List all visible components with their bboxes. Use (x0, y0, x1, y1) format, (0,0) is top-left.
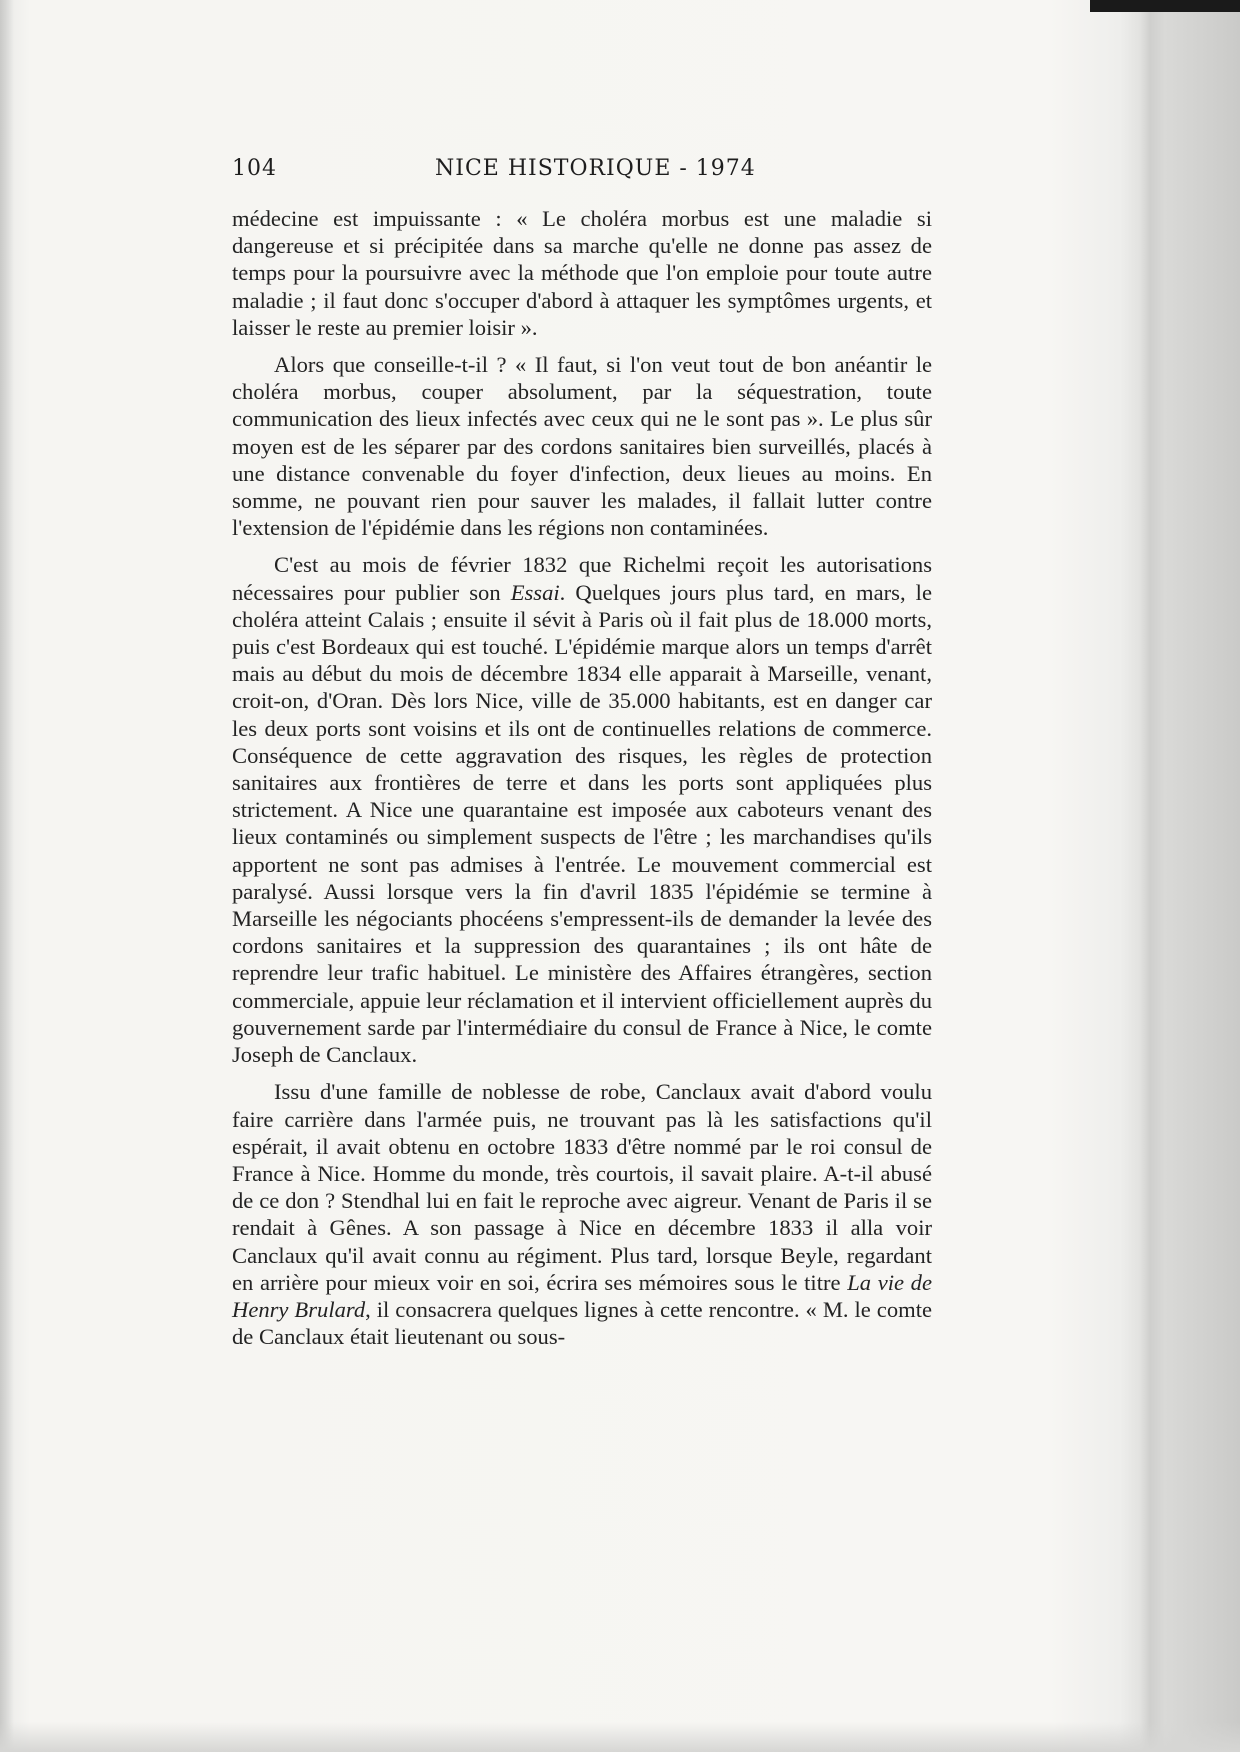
paragraph-1: médecine est impuissante : « Le choléra morbus est une maladie si dangereuse et si précipitée dans sa marche qu'elle ne donne pas assez de temps pour la poursuivre avec la méthode que l'on emploie pour toute autre maladie ; il faut donc s'occuper d'abord à attaquer les symptômes urgents, et laisser le reste au premier loisir ». (232, 206, 932, 340)
essai-title: Essai (510, 579, 560, 605)
paragraph-4 (232, 1078, 932, 1350)
page-gutter-shadow (0, 0, 14, 1752)
body-text (232, 205, 932, 1360)
paragraph-3-end: . Quelques jours plus tard, en mars, le choléra atteint Calais ; ensuite il sévit à Paris où il fait plus de 18.000 morts, puis c'est Bordeaux qui est touché. L'épidémie marque alors un temps d'arrêt mais au début du mois de décembre 1834 elle apparait à Marseille, venant, croit-on, d'Oran. Dès lors Nice, ville de 35.000 habitants, est en danger car les deux ports sont voisins et ils ont de continuelles relations de commerce. Conséquence de cette aggravation des risques, les règles de protection sanitaires aux frontières de terre et dans les ports sont appliquées plus strictement. A Nice une quarantaine est imposée aux caboteurs venant des lieux contaminés ou simplement suspects de l'être ; les marchandises qu'ils apportent ne sont pas admises à l'entrée. Le mouvement commercial est paralysé. Aussi lorsque vers la fin d'avril 1835 l'épidémie se termine à Marseille les négociants phocéens s'empressent-ils de demander la levée des cordons sanitaires et la suppression des quarantaines ; ils ont hâte de reprendre leur trafic habituel. Le ministère des Affaires étrangères, section commerciale, appuie leur réclamation et il intervient officiellement auprès du gouvernement sarde par l'intermédiaire du consul de France à Nice, le comte Joseph de Canclaux. (232, 579, 932, 1068)
brulard-title: La vie de Henry Brulard (232, 1269, 932, 1322)
paragraph-4-end: , il consacrera quelques lignes à cette rencontre. « M. le comte de Canclaux était lieutenant ou sous- (232, 1296, 933, 1350)
page-number: 104 (232, 156, 277, 181)
running-title: NICE HISTORIQUE - 1974 (435, 156, 756, 181)
page-bottom-edge (0, 1722, 1240, 1752)
paragraph-2: Alors que conseille-t-il ? « Il faut, si l'on veut tout de bon anéantir le choléra morbus, couper absolument, par la séquestration, toute communication des lieux infectés avec ceux qui ne le sont pas ». Le plus sûr moyen est de les séparer par des cordons sanitaires bien surveillés, placés à une distance convenable du foyer d'infection, deux lieues au moins. En somme, ne pouvant rien pour sauver les malades, il fallait lutter contre l'extension de l'épidémie dans les régions non contaminées. (232, 352, 932, 541)
paragraph-4-start: Issu d'une famille de noblesse de robe, Canclaux avait d'abord voulu faire carrière dans l'armée puis, ne trouvant pas là les satisfactions qu'il espérait, il avait obtenu en octobre 1833 d'être nommé par le roi consul de France à Nice. Homme du monde, très courtois, il savait plaire. A-t-il abusé de ce don ? Stendhal lui en fait le reproche avec aigreur. Venant de Paris il se rendait à Gênes. A son passage à Nice en décembre 1833 il alla voir Canclaux qu'il avait connu au régiment. Plus tard, lorsque Beyle, regardant en arrière pour mieux voir en soi, écrira ses mémoires sous le titre (232, 1079, 932, 1295)
paragraph-3 (232, 551, 932, 1068)
scan-border (1090, 0, 1240, 12)
paragraph-3-start: C'est au mois de février 1832 que Richelmi reçoit les autorisations nécessaires pour publier son (232, 552, 932, 605)
